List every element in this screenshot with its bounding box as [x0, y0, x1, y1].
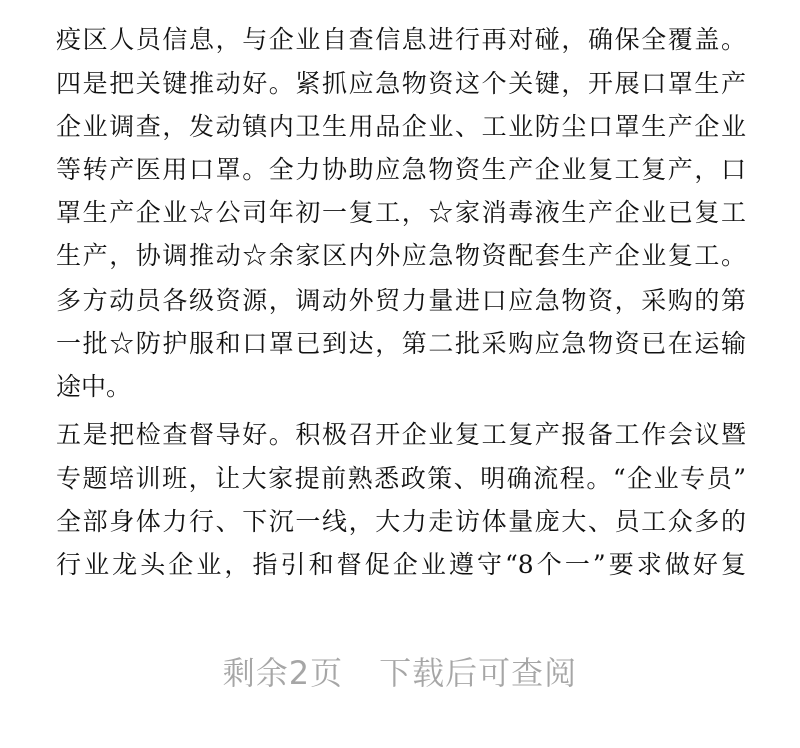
- text-line: 行业龙头企业，指引和督促企业遵守“8个一”要求做好复: [56, 550, 746, 579]
- text-line: 多方动员各级资源，调动外贸力量进口应急物资，采购的第: [56, 286, 746, 315]
- text-line: 企业调查，发动镇内卫生用品企业、工业防尘口罩生产企业: [56, 112, 746, 141]
- text-line: 一批☆防护服和口罩已到达，第二批采购应急物资已在运输: [56, 329, 746, 358]
- remaining-pages-label: 剩余2页: [222, 654, 344, 692]
- text-line: 生产，协调推动☆余家区内外应急物资配套生产企业复工。: [56, 241, 746, 270]
- text-line: 四是把关键推动好。紧抓应急物资这个关键，开展口罩生产: [56, 69, 746, 98]
- download-hint-label: 下载后可查阅: [379, 654, 578, 692]
- text-line: 疫区人员信息，与企业自查信息进行再对碰，确保全覆盖。: [56, 25, 746, 54]
- text-line: 等转产医用口罩。全力协助应急物资生产企业复工复产，口: [56, 155, 746, 184]
- text-line: 全部身体力行、下沉一线，大力走访体量庞大、员工众多的: [56, 507, 746, 536]
- text-line: 罩生产企业☆公司年初一复工，☆家消毒液生产企业已复工: [56, 198, 746, 227]
- text-line: 专题培训班，让大家提前熟悉政策、明确流程。“企业专员”: [56, 464, 746, 493]
- remaining-pages-banner[interactable]: [0, 648, 800, 694]
- text-line: 途中。: [56, 372, 132, 401]
- text-line: 五是把检查督导好。积极召开企业复工复产报备工作会议暨: [56, 420, 746, 449]
